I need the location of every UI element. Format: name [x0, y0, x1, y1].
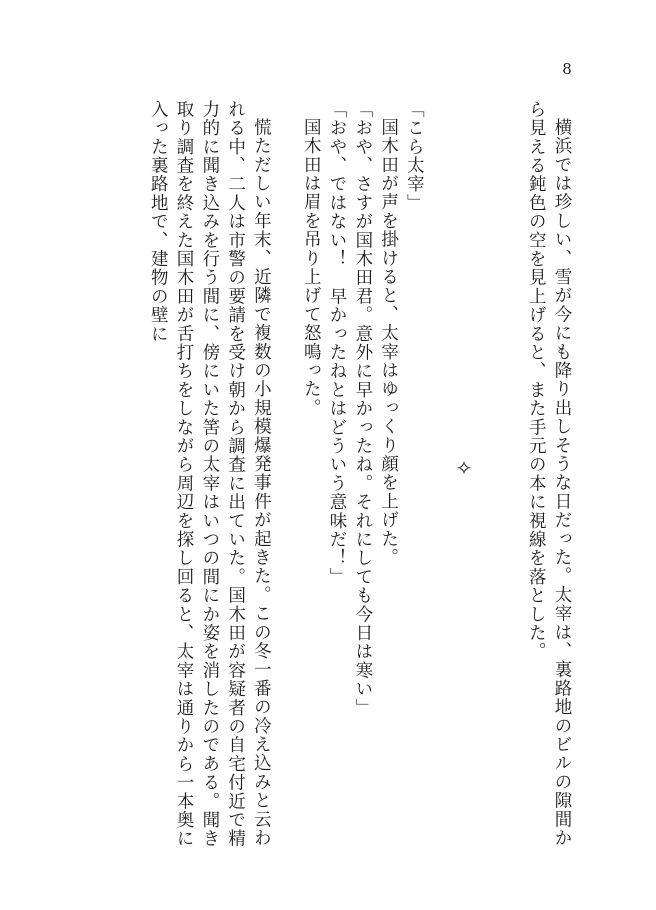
narration-line: 国木田が声を掛けると、太宰はゆっくり顔を上げた。 — [378, 117, 399, 567]
paragraph-opening: 横浜では珍しい、雪が今にも降り出しそうな日だった。太宰は、裏路地のビルの隙間から見える鈍色の空を見上げると、また手元の本に視線を落とした。 — [526, 100, 572, 847]
section-break-icon: ✧ — [455, 456, 473, 480]
section-break-space — [458, 100, 490, 860]
dialogue-line: 「おや、さすが国木田君。意外に早かったね。それにしても今日は寒い」 — [352, 100, 373, 718]
paragraph-gap — [273, 100, 297, 860]
paragraph-gap — [490, 100, 522, 860]
narration-paragraph: 慌ただしい年末、近隣で複数の小規模爆発事件が起きた。この冬一番の冷え込みと云われる中、二人は市警の要請を受け朝から調査に出ていた。国木田が容疑者の自宅付近で精力的に聞き込みを行う間に、傍にいた筈の太宰はいつの間にか姿を消したのである。聞き取り調査を終えた国木田が舌打ちをしながら周辺を探し回ると、太宰は通りから一本奥に入った裏路地で、建物の壁に — [148, 100, 272, 848]
body-text — [144, 100, 574, 860]
narration-line: 国木田は眉を吊り上げて怒鳴った。 — [301, 117, 322, 417]
dialogue-line: 「おや、ではない！ 早かったねとはどういう意味だ！」 — [327, 100, 348, 587]
page-number: 8 — [562, 60, 572, 78]
section-break-space — [426, 100, 458, 860]
dialogue-line: 「こら太宰」 — [404, 100, 425, 213]
